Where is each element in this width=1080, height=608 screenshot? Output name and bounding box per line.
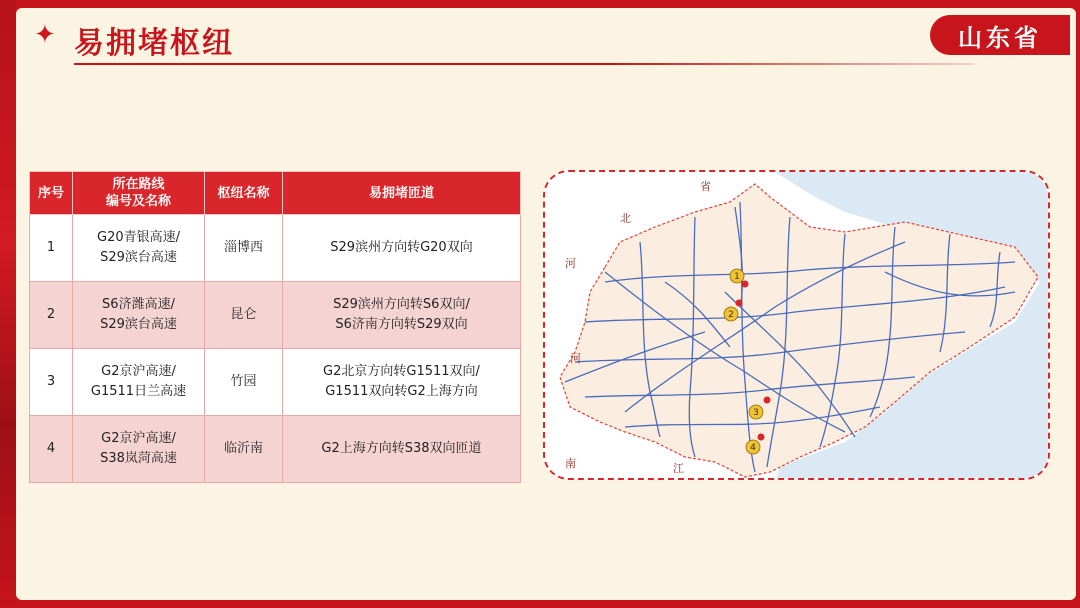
route-line2: S29滨台高速: [100, 250, 177, 265]
header-route-line1: 所在路线: [112, 177, 165, 192]
route-line1: G2京沪高速/: [101, 431, 176, 446]
map-label-province: 省: [700, 180, 711, 193]
map-label-henan-2: 南: [565, 457, 576, 470]
table-row: [30, 416, 521, 483]
cell-hub: 竹园: [205, 349, 283, 416]
cell-no: 2: [30, 282, 73, 349]
cell-hub: 临沂南: [205, 416, 283, 483]
province-map: [543, 170, 1050, 480]
cell-route: [73, 349, 205, 416]
hub-point-3: [764, 397, 771, 404]
left-decor-strip: [0, 0, 16, 608]
cell-ramp: [283, 416, 521, 483]
header-route-line2: 编号及名称: [105, 194, 171, 209]
map-label-henan-1: 河: [570, 352, 581, 365]
marker-2-label: 2: [728, 310, 734, 320]
cell-no: 4: [30, 416, 73, 483]
table-row: [30, 349, 521, 416]
hub-table: [29, 171, 521, 483]
map-svg: [545, 172, 1050, 480]
hub-point-4: [758, 434, 765, 441]
cell-no: 3: [30, 349, 73, 416]
ramp-line2: S6济南方向转S29双向: [335, 317, 468, 332]
ramp-line1: G2上海方向转S38双向匝道: [321, 441, 482, 456]
hub-point-2: [736, 300, 743, 307]
ramp-line1: S29滨州方向转S6双向/: [333, 297, 470, 312]
marker-1-label: 1: [734, 272, 740, 282]
header-ramp: 易拥堵匝道: [283, 172, 521, 215]
ramp-line2: G1511双向转G2上海方向: [325, 384, 478, 399]
route-line2: S29滨台高速: [100, 317, 177, 332]
cell-route: [73, 282, 205, 349]
route-line1: G2京沪高速/: [101, 364, 176, 379]
route-line1: G20青银高速/: [97, 230, 180, 245]
hub-point-1: [742, 281, 749, 288]
route-line1: S6济潍高速/: [102, 297, 175, 312]
ramp-line1: S29滨州方向转G20双向: [330, 240, 473, 255]
header-route: [73, 172, 205, 215]
table-row: [30, 282, 521, 349]
title-underline: [74, 63, 974, 65]
header-hub: 枢纽名称: [205, 172, 283, 215]
cell-ramp: [283, 215, 521, 282]
cell-route: [73, 416, 205, 483]
map-label-jiangsu: 江: [673, 462, 684, 475]
cell-ramp: [283, 282, 521, 349]
cell-hub: 昆仑: [205, 282, 283, 349]
header-no: 序号: [30, 172, 73, 215]
cell-ramp: [283, 349, 521, 416]
province-badge: 山东省: [930, 15, 1070, 55]
cell-route: [73, 215, 205, 282]
marker-4-label: 4: [750, 443, 756, 453]
table-row: [30, 215, 521, 282]
ramp-line1: G2北京方向转G1511双向/: [323, 364, 480, 379]
route-line2: G1511日兰高速: [90, 384, 187, 399]
page-title: 易拥堵枢纽: [74, 26, 234, 61]
marker-3-label: 3: [753, 408, 759, 418]
route-line2: S38岚菏高速: [100, 451, 177, 466]
map-label-hebei-1: 北: [620, 212, 631, 225]
table-header-row: [30, 172, 521, 215]
map-label-hebei-2: 河: [565, 257, 576, 270]
cell-no: 1: [30, 215, 73, 282]
star-icon: ✦: [34, 20, 56, 50]
cell-hub: 淄博西: [205, 215, 283, 282]
